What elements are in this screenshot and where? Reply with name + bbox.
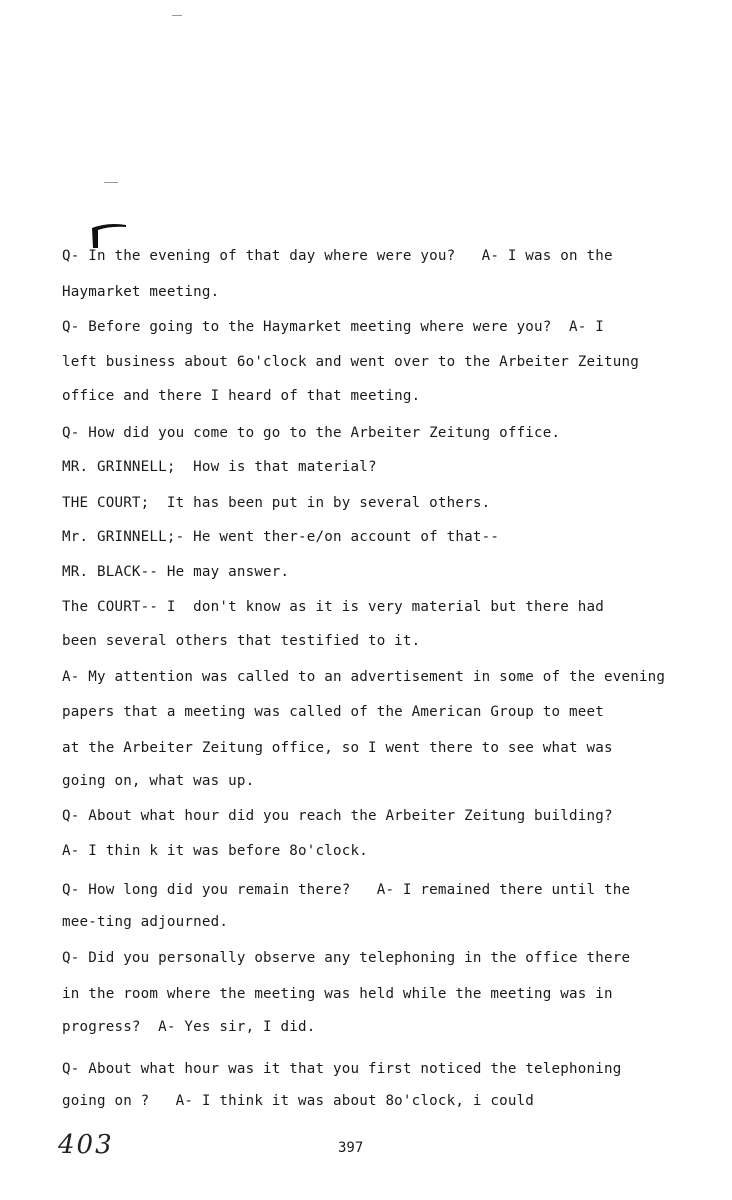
transcript-line-11: The COURT-- I don't know as it is very material but there had — [62, 599, 604, 615]
transcript-line-12: been several others that testified to it. — [62, 633, 421, 649]
transcript-line-14: papers that a meeting was called of the American Group to meet — [62, 704, 604, 720]
transcript-line-23: progress? A- Yes sir, I did. — [62, 1019, 316, 1035]
transcript-line-6: Q- How did you come to go to the Arbeiter Zeitung office. — [62, 425, 561, 441]
transcript-line-16: going on, what was up. — [62, 773, 255, 789]
transcript-line-7: MR. GRINNELL; How is that material? — [62, 459, 377, 475]
transcript-line-4: left business about 6o'clock and went over to the Arbeiter Zeitung — [62, 354, 639, 370]
transcript-line-19: Q- How long did you remain there? A- I remained there until the — [62, 882, 631, 898]
transcript-line-2: Haymarket meeting. — [62, 284, 220, 300]
transcript-line-17: Q- About what hour did you reach the Arbeiter Zeitung building? — [62, 808, 613, 824]
handwritten-folio-number: 403 — [58, 1130, 114, 1160]
scan-speck — [172, 15, 182, 16]
page-number: 397 — [338, 1140, 364, 1156]
transcript-line-21: Q- Did you personally observe any telephoning in the office there — [62, 950, 631, 966]
transcript-line-3: Q- Before going to the Haymarket meeting where were you? A- I — [62, 319, 604, 335]
transcript-line-24: Q- About what hour was it that you first noticed the telephoning — [62, 1061, 622, 1077]
transcript-line-22: in the room where the meeting was held while the meeting was in — [62, 986, 613, 1002]
transcript-line-13: A- My attention was called to an advertisement in some of the evening — [62, 669, 666, 685]
transcript-line-25: going on ? A- I think it was about 8o'clock, i could — [62, 1093, 535, 1109]
ink-mark-icon — [90, 222, 128, 250]
transcript-line-8: THE COURT; It has been put in by several others. — [62, 495, 491, 511]
transcript-line-5: office and there I heard of that meeting. — [62, 388, 421, 404]
transcript-line-18: A- I thin k it was before 8o'clock. — [62, 843, 368, 859]
transcript-line-9: Mr. GRINNELL;- He went ther-e/on account of that-- — [62, 529, 500, 545]
transcript-line-10: MR. BLACK-- He may answer. — [62, 564, 290, 580]
transcript-line-1: Q- In the evening of that day where were you? A- I was on the — [62, 248, 613, 264]
scan-speck — [104, 182, 118, 183]
transcript-line-20: mee-ting adjourned. — [62, 914, 229, 930]
transcript-line-15: at the Arbeiter Zeitung office, so I went there to see what was — [62, 740, 613, 756]
